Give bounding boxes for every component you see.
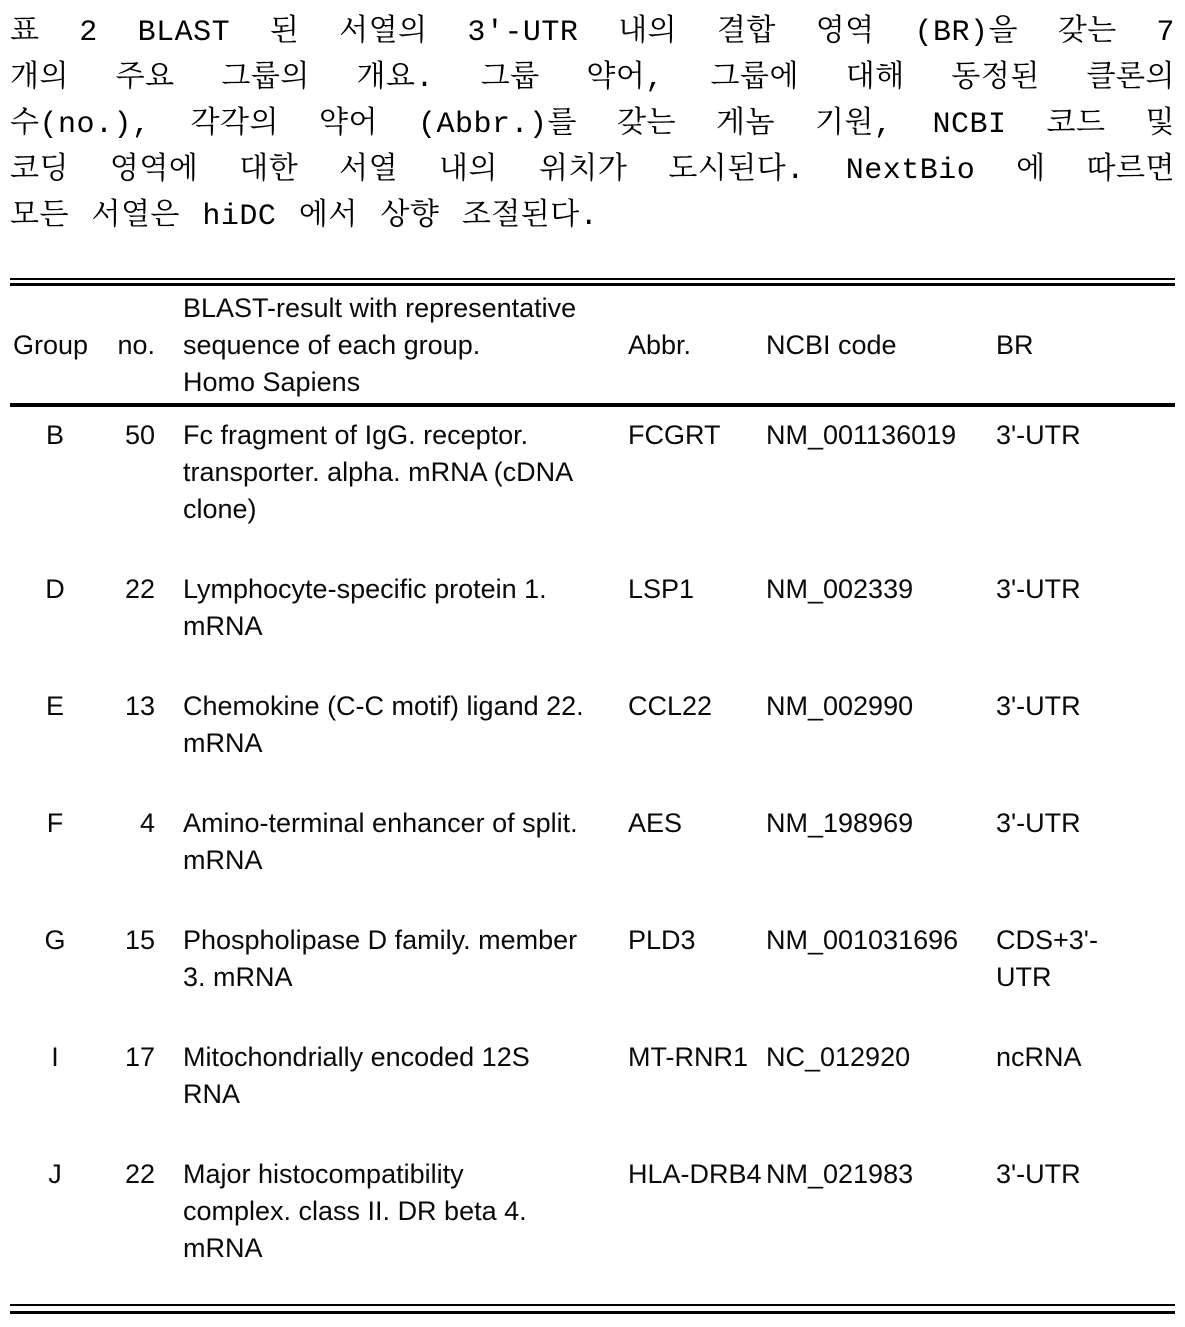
cell-no: 13	[124, 691, 155, 721]
table-row-group-j	[10, 1156, 1175, 1267]
table-header-row	[10, 286, 1175, 403]
table-row-group-b	[10, 417, 1175, 528]
table-caption	[10, 10, 1175, 240]
caption-line: 표 2 BLAST 된 서열의 3'-UTR 내의 결합 영역 (BR)을 갖는 7	[10, 16, 1175, 50]
cell-br: 3'-UTR	[996, 574, 1081, 604]
cell-group: D	[45, 574, 65, 604]
cell-no: 4	[139, 808, 155, 838]
header-abbr: Abbr.	[628, 330, 692, 360]
header-group: Group	[13, 330, 89, 360]
cell-ncbi-code: NM_001031696	[766, 925, 959, 955]
cell-group: E	[45, 691, 64, 721]
cell-group: I	[51, 1042, 59, 1072]
cell-br: CDS+3'- UTR	[996, 925, 1098, 992]
header-no: no.	[117, 330, 155, 360]
cell-abbr: LSP1	[628, 574, 695, 604]
cell-abbr: FCGRT	[628, 420, 721, 450]
header-blast-result: BLAST-result with representative sequence of each group. Homo Sapiens	[183, 293, 577, 397]
caption-line: 모든 서열은 hiDC 에서 상향 조절된다.	[10, 200, 599, 234]
cell-group: G	[44, 925, 66, 955]
cell-no: 50	[124, 420, 155, 450]
cell-ncbi-code: NM_198969	[766, 808, 914, 838]
cell-description: Mitochondrially encoded 12S RNA	[183, 1042, 530, 1109]
cell-abbr: AES	[628, 808, 683, 838]
cell-br: 3'-UTR	[996, 420, 1081, 450]
cell-abbr: HLA-DRB4	[628, 1159, 762, 1189]
cell-ncbi-code: NM_021983	[766, 1159, 914, 1189]
cell-br: 3'-UTR	[996, 691, 1081, 721]
cell-ncbi-code: NC_012920	[766, 1042, 911, 1072]
cell-abbr: MT-RNR1	[628, 1042, 748, 1072]
cell-description: Chemokine (C-C motif) ligand 22. mRNA	[183, 691, 584, 758]
cell-br: 3'-UTR	[996, 808, 1081, 838]
table-row-group-i	[10, 1039, 1175, 1113]
table-row-group-d	[10, 571, 1175, 645]
cell-description: Fc fragment of IgG. receptor. transporter. alpha. mRNA (cDNA clone)	[183, 420, 574, 524]
document-page	[0, 10, 1185, 1314]
caption-line: 개의 주요 그룹의 개요. 그룹 약어, 그룹에 대해 동정된 클론의	[10, 62, 1175, 96]
cell-abbr: PLD3	[628, 925, 696, 955]
cell-description: Major histocompatibility complex. class II. DR beta 4. mRNA	[183, 1159, 527, 1263]
cell-description: Lymphocyte-specific protein 1. mRNA	[183, 574, 547, 641]
cell-group: F	[46, 808, 64, 838]
cell-description: Amino-terminal enhancer of split. mRNA	[183, 808, 578, 875]
cell-no: 15	[124, 925, 155, 955]
table-row-group-e	[10, 688, 1175, 762]
header-br: BR	[996, 330, 1034, 360]
caption-line: 코딩 영역에 대한 서열 내의 위치가 도시된다. NextBio 에 따르면	[10, 154, 1175, 188]
cell-ncbi-code: NM_002339	[766, 574, 914, 604]
cell-group: B	[45, 420, 64, 450]
blast-groups-table	[10, 278, 1175, 1314]
cell-group: J	[48, 1159, 62, 1189]
cell-no: 22	[124, 574, 155, 604]
cell-ncbi-code: NM_001136019	[766, 420, 957, 450]
cell-no: 17	[124, 1042, 155, 1072]
cell-abbr: CCL22	[628, 691, 713, 721]
table-row-group-f	[10, 805, 1175, 879]
cell-description: Phospholipase D family. member 3. mRNA	[183, 925, 578, 992]
cell-br: 3'-UTR	[996, 1159, 1081, 1189]
caption-line: 수(no.), 각각의 약어 (Abbr.)를 갖는 게놈 기원, NCBI 코드 및	[10, 108, 1175, 142]
table-row-group-g	[10, 922, 1175, 996]
cell-ncbi-code: NM_002990	[766, 691, 914, 721]
table-bottom-rule-thick	[10, 1311, 1175, 1314]
table-body	[10, 407, 1175, 1267]
header-ncbi-code: NCBI code	[766, 330, 897, 360]
cell-br: ncRNA	[996, 1042, 1082, 1072]
cell-no: 22	[124, 1159, 155, 1189]
